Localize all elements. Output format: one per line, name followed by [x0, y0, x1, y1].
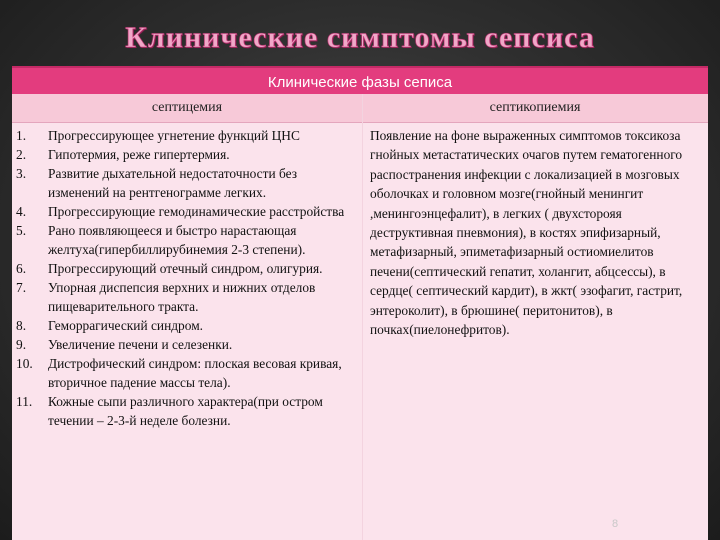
item-number: 4. [16, 204, 27, 219]
item-text: Рано появляющееся и быстро нарастающая желтуха(гипербиллирубинемия 2-3 степени). [48, 223, 306, 257]
item-text: Прогрессирующий отечный синдром, олигурия. [48, 261, 323, 276]
column-header-septicemia: септицемия [151, 100, 223, 115]
item-number: 3. [16, 166, 27, 181]
column-header-septicopyemia: септикопиемия [489, 100, 581, 115]
item-text: Гипотермия, реже гипертермия. [48, 147, 230, 162]
list-item [16, 202, 360, 221]
item-text: Развитие дыхательной недостаточности без изменений на рентгенограмме легких. [48, 166, 297, 200]
item-text: Прогрессирующее угнетение функций ЦНС [48, 128, 300, 143]
item-text: Геморрагический синдром. [48, 318, 204, 333]
item-text: Прогрессирующие гемодинамические расстройства [48, 204, 345, 219]
septicopyemia-cell [362, 122, 708, 540]
item-number: 2. [16, 147, 27, 162]
item-number: 8. [16, 318, 27, 333]
item-number: 10. [16, 356, 33, 371]
item-text: Упорная диспепсия верхних и нижних отделов пищеварительного тракта. [48, 280, 316, 314]
symptom-list [16, 126, 360, 430]
list-item [16, 316, 360, 335]
list-item [16, 145, 360, 164]
item-text: Дистрофический синдром: плоская весовая кривая, вторичное падение массы тела). [48, 356, 342, 390]
septicemia-cell [12, 122, 362, 540]
list-item [16, 392, 360, 430]
item-number: 1. [16, 128, 27, 143]
page-number: 8 [612, 518, 619, 530]
item-text: Кожные сыпи различного характера(при остром течении – 2-3-й неделе болезни. [48, 394, 323, 428]
list-item [16, 259, 360, 278]
list-item [16, 354, 360, 392]
table-header: Клинические фазы сеписа [12, 66, 708, 96]
list-item [16, 164, 360, 202]
item-number: 9. [16, 337, 27, 352]
slide-title: Клинические симптомы сепсиса [125, 21, 595, 54]
list-item [16, 126, 360, 145]
list-item [16, 221, 360, 259]
list-item [16, 335, 360, 354]
item-number: 6. [16, 261, 27, 276]
item-number: 11. [16, 394, 33, 409]
list-item [16, 278, 360, 316]
item-number: 7. [16, 280, 27, 295]
septicopyemia-description: Появление на фоне выраженных симптомов токсикоза гнойных метастатических очагов путем гематогенного распостранения инфекции с локализацией в мозговых оболочках и головном мозге(гнойный менингит ,менингоэнцефалит), в легких ( двухсторояя деструктивная пневмония), в костях эпифизарный, метафизарный, эпиметафизарный остиомиелитов печени(септический гепатит, холангит, абцсессы), в сердце( септический кардит), в жкт( эзофагит, гастрит, энтероколит), в брюшине( перитонитов), в почках(пиелонефритов). [370, 128, 683, 338]
phases-table [12, 66, 708, 540]
item-text: Увеличение печени и селезенки. [48, 337, 233, 352]
item-number: 5. [16, 223, 27, 238]
column-headers [12, 94, 708, 123]
